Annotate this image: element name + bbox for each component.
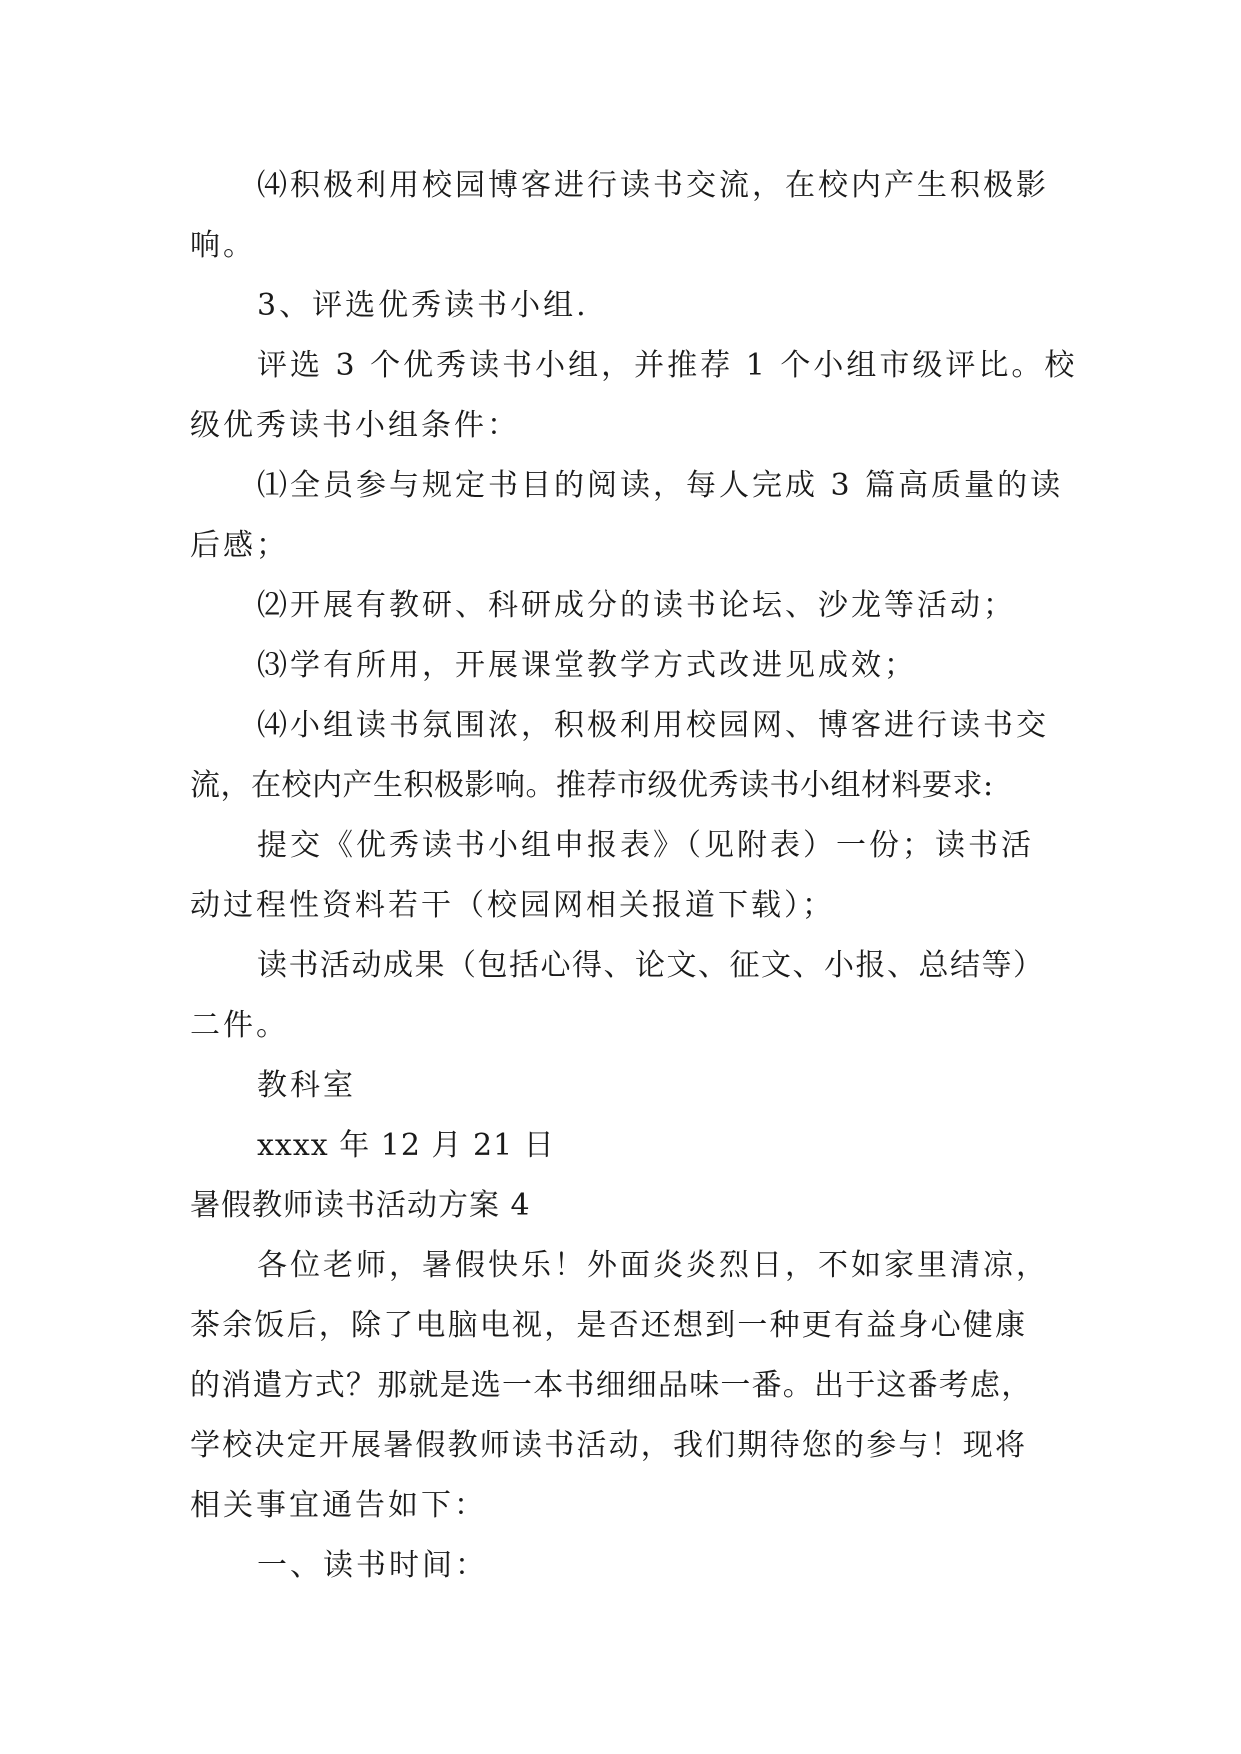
paragraph-line: 读书活动成果（包括心得、论文、征文、小报、总结等）: [257, 948, 1045, 983]
paragraph-line: 评选 3 个优秀读书小组，并推荐 1 个小组市级评比。校: [257, 348, 1078, 383]
paragraph-line: ⑷积极利用校园博客进行读书交流，在校内产生积极影: [257, 168, 1049, 203]
paragraph-line: 学校决定开展暑假教师读书活动，我们期待您的参与！现将: [190, 1428, 1028, 1463]
paragraph-line: ⑴全员参与规定书目的阅读，每人完成 3 篇高质量的读: [257, 468, 1064, 503]
section-heading: 3、评选优秀读书小组.: [257, 288, 589, 323]
signature-date: xxxx 年 12 月 21 日: [257, 1128, 555, 1163]
paragraph-line: 流，在校内产生积极影响。推荐市级优秀读书小组材料要求:: [190, 768, 994, 803]
paragraph-line: 相关事宜通告如下：: [190, 1488, 487, 1523]
section-title: 暑假教师读书活动方案 4: [190, 1188, 531, 1223]
paragraph-line: ⑶学有所用，开展课堂教学方式改进见成效；: [257, 648, 917, 683]
paragraph-line: 动过程性资料若干（校园网相关报道下载）；: [190, 888, 835, 923]
paragraph-line: 级优秀读书小组条件：: [190, 408, 520, 443]
paragraph-line: ⑵开展有教研、科研成分的读书论坛、沙龙等活动；: [257, 588, 1016, 623]
paragraph-line: 后感；: [190, 528, 289, 563]
section-heading: 一、读书时间：: [257, 1548, 488, 1583]
paragraph-line: 响。: [190, 228, 256, 263]
paragraph-line: 各位老师，暑假快乐！外面炎炎烈日，不如家里清凉，: [257, 1248, 1049, 1283]
paragraph-line: 二件。: [190, 1008, 289, 1043]
paragraph-line: 茶余饭后，除了电脑电视，是否还想到一种更有益身心健康: [190, 1308, 1028, 1343]
paragraph-line: 提交《优秀读书小组申报表》（见附表）一份；读书活: [257, 828, 1034, 863]
signature-department: 教科室: [257, 1068, 356, 1103]
paragraph-line: ⑷小组读书氛围浓，积极利用校园网、博客进行读书交: [257, 708, 1049, 743]
paragraph-line: 的消遣方式？那就是选一本书细细品味一番。出于这番考虑，: [190, 1368, 1033, 1403]
